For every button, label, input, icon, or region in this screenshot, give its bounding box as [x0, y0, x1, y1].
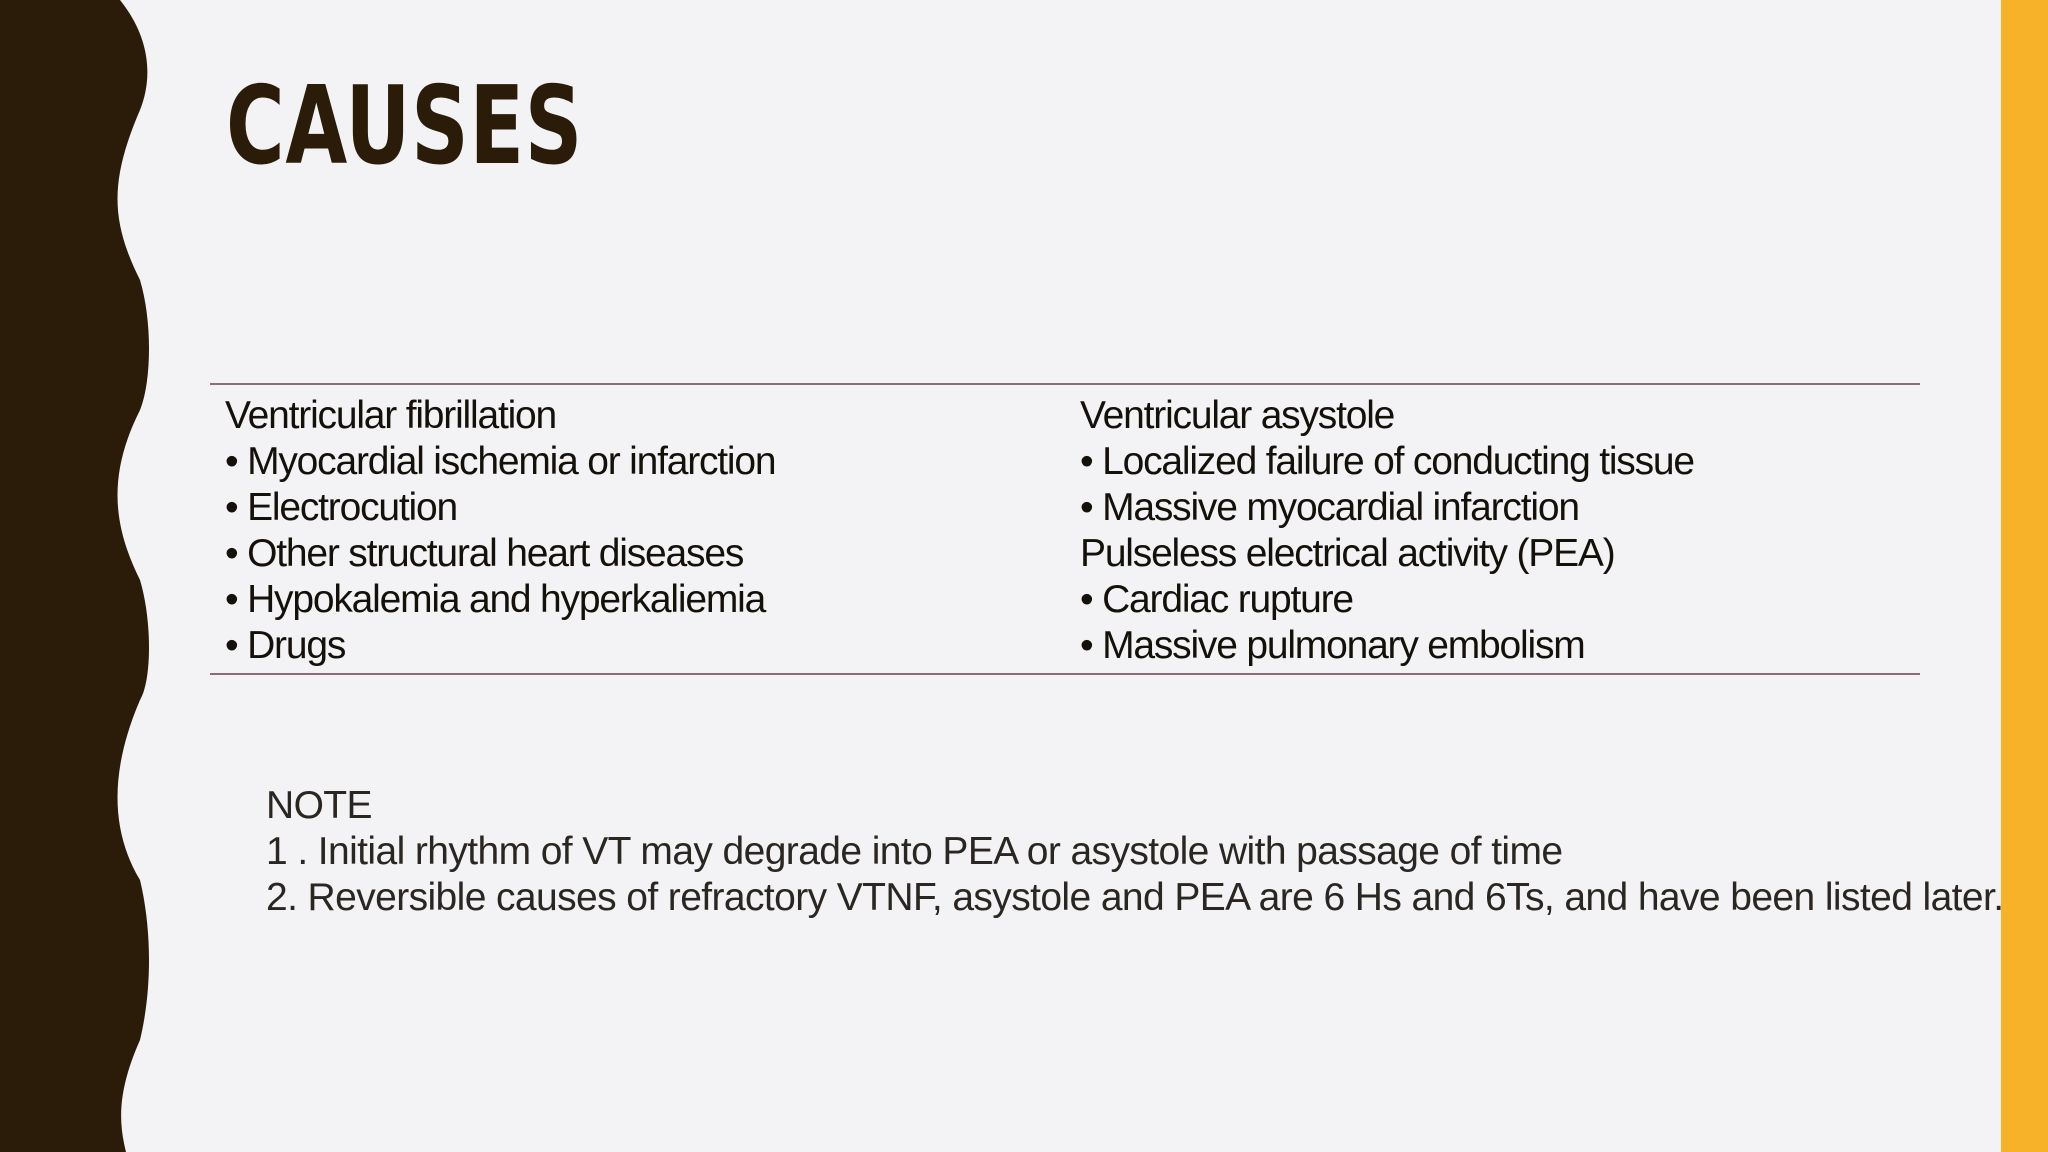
- list-item: • Other structural heart diseases: [225, 532, 744, 575]
- list-item: • Hypokalemia and hyperkaliemia: [225, 578, 766, 621]
- note-heading: NOTE: [266, 784, 372, 827]
- note-line: 2. Reversible causes of refractory VTNF, asystole and PEA are 6 Hs and 6Ts, and have been listed later.: [266, 876, 2004, 919]
- list-item: • Localized failure of conducting tissue: [1080, 440, 1694, 483]
- list-item: • Massive pulmonary embolism: [1080, 624, 1585, 667]
- column-subheading: Pulseless electrical activity (PEA): [1080, 532, 1615, 575]
- list-item: • Massive myocardial infarction: [1080, 486, 1579, 529]
- wavy-band-shape: [0, 0, 149, 1152]
- slide-title: CAUSES: [226, 64, 584, 189]
- list-item: • Cardiac rupture: [1080, 578, 1353, 621]
- list-item: • Myocardial ischemia or infarction: [225, 440, 776, 483]
- table-column-right: [1080, 393, 1694, 669]
- list-item: • Electrocution: [225, 486, 457, 529]
- causes-table: [210, 383, 1920, 675]
- note-block: [266, 783, 2003, 921]
- list-item: • Drugs: [225, 624, 346, 667]
- wavy-side-band: [0, 0, 160, 1152]
- column-heading: Ventricular fibrillation: [225, 394, 557, 437]
- note-line: 1 . Initial rhythm of VT may degrade into PEA or asystole with passage of time: [266, 830, 1563, 873]
- column-heading: Ventricular asystole: [1080, 394, 1395, 437]
- accent-bar: [2001, 0, 2048, 1152]
- table-column-left: [225, 393, 775, 669]
